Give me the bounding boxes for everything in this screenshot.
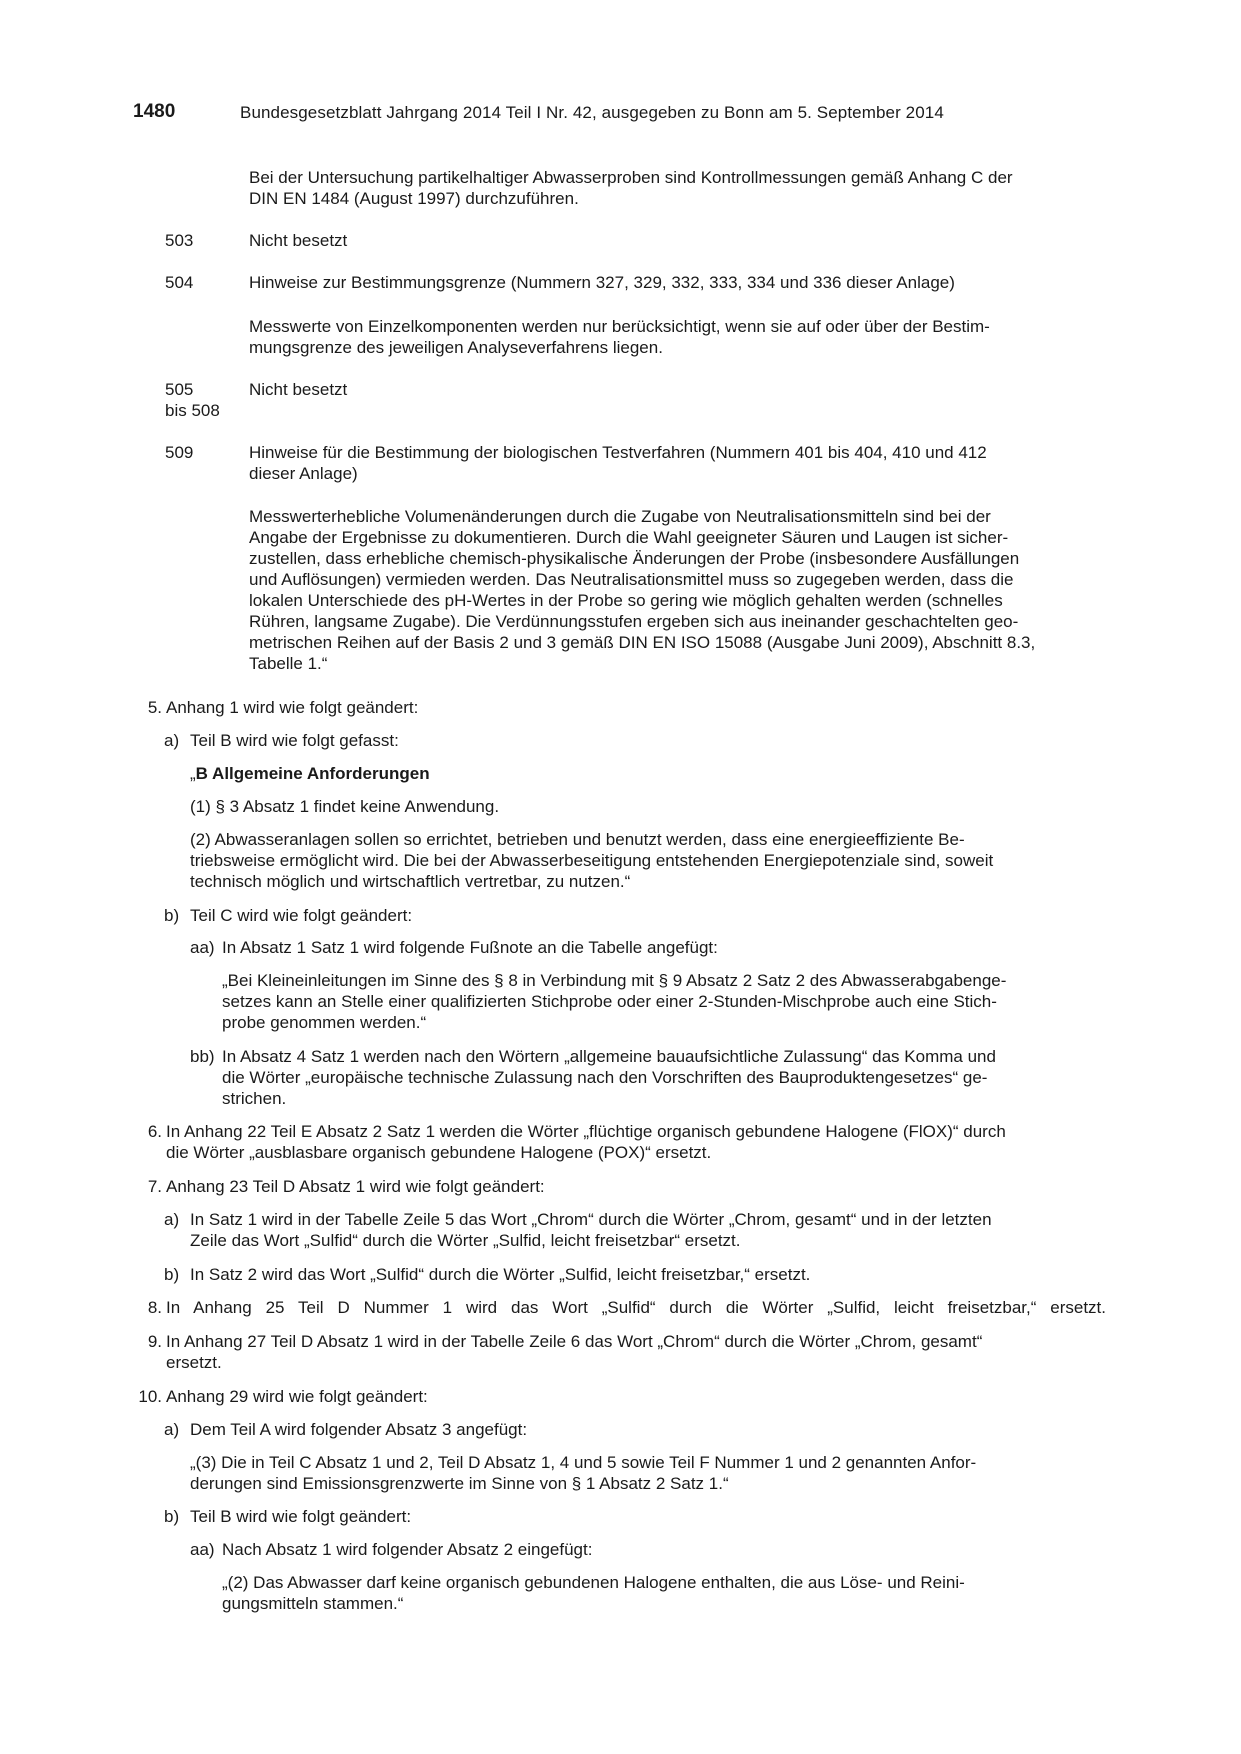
item-5a-text: Teil B wird wie folgt gefasst: [190,731,399,750]
item-10b-aa-quote-line: gungsmitteln stammen.“ [222,1594,404,1613]
item-number-10: 10. [138,1387,162,1406]
item-9-line: In Anhang 27 Teil D Absatz 1 wird in der Tabelle Zeile 6 das Wort „Chrom“ durch die Wörter „Chrom, gesamt“ [166,1332,983,1351]
item-6-line: die Wörter „ausblasbare organisch gebundene Halogene (POX)“ ersetzt. [166,1143,712,1162]
entry-number-505: 505 [165,380,194,399]
entry-509-body-line: lokalen Unterschiede des pH-Wertes in der Probe so gering wie möglich gehalten werden (schnelles [249,591,1003,610]
item-5b-bb-label: bb) [190,1047,215,1066]
footnote-quote-line: probe genommen werden.“ [222,1013,427,1032]
entry-509-body-line: Angabe der Ergebnisse zu dokumentieren. Durch die Wahl geeigneter Säuren und Laugen ist sicher- [249,528,1009,547]
item-8-text: In Anhang 25 Teil D Nummer 1 wird das Wort „Sulfid“ durch die Wörter „Sulfid, leicht freisetzbar,“ ersetzt. [166,1298,1106,1317]
item-10-text: Anhang 29 wird wie folgt geändert: [166,1387,428,1406]
item-5a-label: a) [164,731,180,750]
item-10a-quote-line: derungen sind Emissionsgrenzwerte im Sinne von § 1 Absatz 2 Satz 1.“ [190,1474,729,1493]
item-10b-label: b) [164,1507,180,1526]
intro-line: Bei der Untersuchung partikelhaltiger Abwasserproben sind Kontrollmessungen gemäß Anhang C der [249,168,1013,187]
item-10a-text: Dem Teil A wird folgender Absatz 3 angefügt: [190,1420,528,1439]
entry-509-heading-line: dieser Anlage) [249,464,358,483]
item-9-line: ersetzt. [166,1353,222,1372]
entry-504-heading: Hinweise zur Bestimmungsgrenze (Nummern 327, 329, 332, 333, 334 und 336 dieser Anlage) [249,273,955,292]
entry-509-body-line: zustellen, dass erhebliche chemisch-physikalische Änderungen der Probe (insbesondere Ausfällungen [249,549,1020,568]
footnote-quote-line: „Bei Kleineinleitungen im Sinne des § 8 in Verbindung mit § 9 Absatz 2 Satz 2 des Abwasserabgabenge- [222,971,1007,990]
item-10b-text: Teil B wird wie folgt geändert: [190,1507,412,1526]
entry-509-body-line: Rühren, langsame Zugabe). Die Verdünnungsstufen ergeben sich aus ineinander geschachtelten geo- [249,612,1019,631]
item-7b-text: In Satz 2 wird das Wort „Sulfid“ durch die Wörter „Sulfid, leicht freisetzbar,“ ersetzt. [190,1265,811,1284]
item-5b-label: b) [164,906,180,925]
footnote-quote-line: setzes kann an Stelle einer qualifizierten Stichprobe oder einer 2-Stunden-Mischprobe auch eine Stich- [222,992,997,1011]
item-number-7: 7. [147,1177,162,1196]
entry-503-text: Nicht besetzt [249,231,348,250]
item-7a-line: Zeile das Wort „Sulfid“ durch die Wörter „Sulfid, leicht freisetzbar“ ersetzt. [190,1231,741,1250]
item-6-line: In Anhang 22 Teil E Absatz 2 Satz 1 werden die Wörter „flüchtige organisch gebundene Halogene (FlOX)“ durch [166,1122,1006,1141]
item-10b-aa-quote-line: „(2) Das Abwasser darf keine organisch gebundenen Halogene enthalten, die aus Löse- und Reini- [222,1573,965,1592]
entry-number-504: 504 [165,273,194,292]
paragraph-2-line: technisch möglich und wirtschaftlich vertretbar, zu nutzen.“ [190,872,631,891]
intro-line: DIN EN 1484 (August 1997) durchzuführen. [249,189,579,208]
item-number-5: 5. [147,698,162,717]
entry-504-body-line: Messwerte von Einzelkomponenten werden nur berücksichtigt, wenn sie auf oder über der Bestim- [249,317,990,336]
item-10a-label: a) [164,1420,180,1439]
entry-504-body-line: mungsgrenze des jeweiligen Analyseverfahrens liegen. [249,338,663,357]
entry-505-text: Nicht besetzt [249,380,348,399]
item-5b-bb-line: die Wörter „europäische technische Zulassung nach den Vorschriften des Bauproduktengesetzes“ ge- [222,1068,988,1087]
item-5b-text: Teil C wird wie folgt geändert: [190,906,413,925]
item-5b-bb-line: strichen. [222,1089,287,1108]
item-5b-bb-line: In Absatz 4 Satz 1 werden nach den Wörtern „allgemeine bauaufsichtliche Zulassung“ das Komma und [222,1047,996,1066]
entry-number-503: 503 [165,231,194,250]
entry-509-body-line: und Auflösungen) vermieden werden. Das Neutralisationsmittel muss so zugegeben werden, dass die [249,570,1014,589]
item-number-9: 9. [147,1332,162,1351]
item-7-text: Anhang 23 Teil D Absatz 1 wird wie folgt geändert: [166,1177,545,1196]
item-10a-quote-line: „(3) Die in Teil C Absatz 1 und 2, Teil D Absatz 1, 4 und 5 sowie Teil F Nummer 1 und 2 genannten Anfor- [190,1453,977,1472]
running-head: Bundesgesetzblatt Jahrgang 2014 Teil I Nr. 42, ausgegeben zu Bonn am 5. September 2014 [240,103,944,122]
paragraph-2-line: triebsweise ermöglicht wird. Die bei der Abwasserbeseitigung entstehenden Energiepotenziale sind, soweit [190,851,994,870]
page-number: 1480 [133,101,176,122]
section-heading: „B Allgemeine Anforderungen [190,764,430,783]
item-7a-label: a) [164,1210,180,1229]
paragraph-1: (1) § 3 Absatz 1 findet keine Anwendung. [190,797,500,816]
entry-509-heading-line: Hinweise für die Bestimmung der biologischen Testverfahren (Nummern 401 bis 404, 410 und 412 [249,443,987,462]
item-5b-aa-text: In Absatz 1 Satz 1 wird folgende Fußnote an die Tabelle angefügt: [222,938,718,957]
entry-509-body-line: Tabelle 1.“ [249,654,328,673]
item-10b-aa-label: aa) [190,1540,215,1559]
item-number-6: 6. [147,1122,162,1141]
entry-number-509: 509 [165,443,194,462]
paragraph-2-line: (2) Abwasseranlagen sollen so errichtet, betrieben und benutzt werden, dass eine energieeffiziente Be- [190,830,965,849]
item-5-text: Anhang 1 wird wie folgt geändert: [166,698,419,717]
entry-number-508: bis 508 [165,401,220,420]
item-7a-line: In Satz 1 wird in der Tabelle Zeile 5 das Wort „Chrom“ durch die Wörter „Chrom, gesamt“ und in der letzten [190,1210,992,1229]
entry-509-body-line: Messwerterhebliche Volumenänderungen durch die Zugabe von Neutralisationsmitteln sind bei der [249,507,991,526]
item-7b-label: b) [164,1265,180,1284]
item-5b-aa-label: aa) [190,938,215,957]
page-header [0,101,1241,125]
item-10b-aa-text: Nach Absatz 1 wird folgender Absatz 2 eingefügt: [222,1540,593,1559]
entry-509-body-line: metrischen Reihen auf der Basis 2 und 3 gemäß DIN EN ISO 15088 (Ausgabe Juni 2009), Abschnitt 8.3, [249,633,1036,652]
item-number-8: 8. [147,1298,162,1317]
